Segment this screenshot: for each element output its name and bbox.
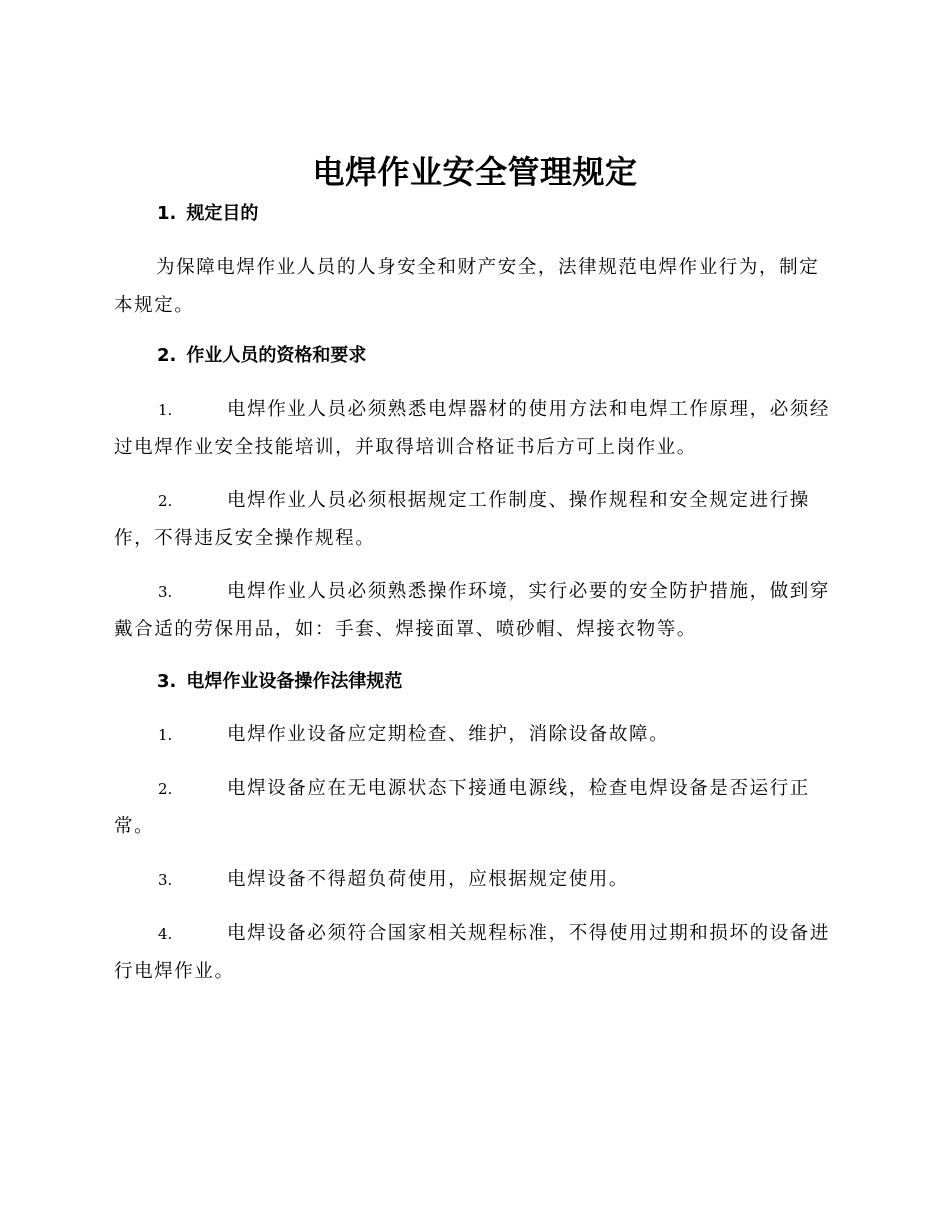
list-marker: 1. <box>158 401 173 419</box>
section-title: 作业人员的资格和要求 <box>186 345 367 366</box>
section-heading <box>157 668 402 696</box>
list-item-text: 电焊作业人员必须熟悉操作环境，实行必要的安全防护措施，做到穿戴合适的劳保用品，如：手套、焊接面罩、喷砂帽、焊接衣物等。 <box>114 581 831 640</box>
list-marker: 3. <box>158 583 173 601</box>
list-item-text: 电焊设备应在无电源状态下接通电源线，检查电焊设备是否运行正常。 <box>114 778 810 837</box>
list-item-text: 电焊设备必须符合国家相关规程标准，不得使用过期和损坏的设备进行电焊作业。 <box>114 923 831 982</box>
section-paragraph <box>114 249 834 325</box>
list-item <box>114 391 834 467</box>
document-title: 电焊作业安全管理规定 <box>312 153 638 191</box>
list-marker: 2. <box>158 492 173 510</box>
paragraph-text: 为保障电焊作业人员的人身安全和财产安全，法律规范电焊作业行为，制定本规定。 <box>114 257 820 316</box>
list-marker: 1. <box>158 726 173 744</box>
list-item-text: 电焊作业人员必须熟悉电焊器材的使用方法和电焊工作原理，必须经过电焊作业安全技能培训，并取得培训合格证书后方可上岗作业。 <box>114 399 831 458</box>
section-title: 电焊作业设备操作法律规范 <box>186 671 403 692</box>
list-item <box>114 573 834 649</box>
list-item <box>114 915 834 991</box>
list-item <box>114 482 834 558</box>
list-item-text: 电焊作业人员必须根据规定工作制度、操作规程和安全规定进行操作，不得违反安全操作规程。 <box>114 490 810 549</box>
list-item-text: 电焊设备不得超负荷使用，应根据规定使用。 <box>227 869 630 890</box>
section-number: 3. <box>157 671 177 692</box>
section-heading <box>157 342 366 370</box>
list-item <box>114 770 834 846</box>
list-item <box>114 861 834 899</box>
section-heading <box>157 200 258 228</box>
list-marker: 2. <box>158 780 173 798</box>
list-marker: 4. <box>158 925 173 943</box>
section-number: 2. <box>157 345 177 366</box>
list-item <box>114 716 834 754</box>
section-number: 1. <box>157 203 177 224</box>
section-title: 规定目的 <box>186 203 259 224</box>
list-marker: 3. <box>158 871 173 889</box>
list-item-text: 电焊作业设备应定期检查、维护，消除设备故障。 <box>227 724 670 745</box>
